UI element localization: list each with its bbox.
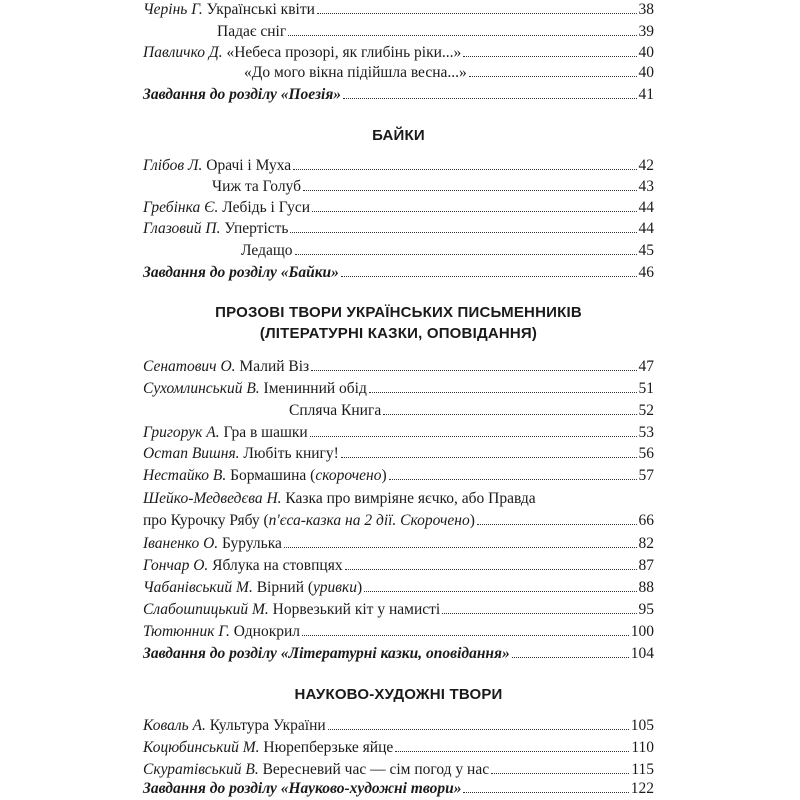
toc-entry	[143, 555, 654, 577]
toc-page-number: 46	[638, 264, 654, 281]
toc-leader-dots	[512, 643, 629, 658]
toc-page-number: 40	[638, 44, 654, 61]
toc-page-number: 88	[638, 579, 654, 596]
toc-page-number: 44	[638, 220, 654, 237]
toc-title: Бормашина (	[230, 467, 316, 484]
toc-page-number: 104	[630, 645, 654, 662]
toc-entry	[143, 42, 654, 64]
toc-entry	[143, 715, 654, 737]
toc-leader-dots	[341, 262, 637, 277]
toc-author: Павличко Д.	[143, 44, 223, 61]
toc-entry	[143, 621, 654, 643]
toc-section-task	[143, 262, 654, 284]
toc-title: Українські квіти	[206, 1, 315, 18]
toc-title: Спляча Книга	[289, 402, 382, 419]
toc-author: Григорук А.	[143, 424, 220, 441]
toc-entry	[143, 510, 654, 532]
toc-page-number: 56	[638, 445, 654, 462]
toc-title: Любіть книгу!	[243, 445, 339, 462]
toc-task-title: Завдання до розділу «Байки»	[143, 264, 339, 281]
toc-page-number: 115	[631, 761, 654, 778]
toc-leader-dots	[290, 218, 636, 233]
toc-leader-dots	[491, 759, 629, 774]
toc-leader-dots	[312, 197, 636, 212]
toc-page-number: 110	[631, 739, 654, 756]
toc-leader-dots	[395, 737, 629, 752]
toc-page-number: 45	[638, 242, 654, 259]
toc-entry	[143, 599, 654, 621]
toc-author: Чабанівський М.	[143, 579, 253, 596]
toc-note: скорочено	[315, 467, 382, 484]
toc-title: Культура України	[209, 717, 326, 734]
toc-title-end: )	[356, 579, 363, 596]
toc-author: Скуратівський В.	[143, 761, 259, 778]
toc-page-number: 38	[638, 1, 654, 18]
toc-entry	[143, 197, 654, 219]
toc-entry	[289, 400, 654, 422]
toc-note: уривки	[313, 579, 357, 596]
toc-author: Сухомлинський В.	[143, 380, 260, 397]
toc-section-task	[143, 643, 654, 665]
toc-entry	[143, 443, 654, 465]
toc-title: про Курочку Рябу (	[143, 512, 269, 529]
toc-title-end: )	[381, 467, 387, 484]
toc-title: Орачі і Муха	[206, 157, 292, 174]
toc-author: Іваненко О.	[143, 535, 219, 552]
toc-leader-dots	[442, 599, 636, 614]
toc-author: Коцюбинський М.	[143, 739, 260, 756]
toc-leader-dots	[345, 555, 637, 570]
toc-section-task	[143, 84, 654, 106]
toc-task-title: Завдання до розділу «Науково-художні твори»	[143, 780, 462, 797]
toc-leader-dots	[364, 577, 636, 592]
toc-page-number: 44	[638, 199, 654, 216]
toc-title-end: )	[469, 512, 475, 529]
toc-section-task	[143, 778, 654, 800]
toc-leader-dots	[303, 176, 637, 191]
toc-title: Гра в шашки	[223, 424, 308, 441]
toc-title: Однокрил	[233, 623, 301, 640]
toc-page-number: 39	[638, 23, 654, 40]
toc-leader-dots	[288, 21, 636, 36]
toc-entry	[143, 356, 654, 378]
toc-leader-dots	[343, 84, 636, 99]
toc-author: Глазовий П.	[143, 220, 221, 237]
toc-title: «До мого вікна підійшла весна...»	[244, 64, 467, 81]
toc-leader-dots	[341, 443, 637, 458]
toc-page-number: 51	[638, 380, 654, 397]
toc-entry-multiline-start	[143, 488, 654, 510]
toc-entry	[143, 577, 654, 599]
toc-leader-dots	[284, 533, 637, 548]
toc-leader-dots	[369, 378, 637, 393]
toc-page-number: 53	[638, 424, 654, 441]
toc-leader-dots	[293, 155, 636, 170]
toc-entry	[241, 240, 654, 262]
toc-page-number: 40	[638, 64, 654, 81]
toc-title: Яблука на стовпцях	[212, 557, 343, 574]
toc-author: Гончар О.	[143, 557, 209, 574]
toc-leader-dots	[477, 510, 637, 525]
toc-page-number: 66	[638, 512, 654, 529]
toc-page-number: 122	[630, 780, 654, 797]
toc-title: Казка про вимріяне яєчко, або Правда	[285, 490, 536, 507]
toc-entry	[143, 0, 654, 21]
toc-leader-dots	[311, 356, 636, 371]
toc-entry	[244, 62, 654, 84]
toc-title: «Небеса прозорі, як глибінь ріки...»	[226, 44, 462, 61]
toc-author: Коваль А.	[143, 717, 206, 734]
toc-title: Вересневий час — сім погод у нас	[262, 761, 490, 778]
toc-leader-dots	[389, 465, 637, 480]
toc-title: Вірний (	[256, 579, 314, 596]
toc-entry	[143, 218, 654, 240]
toc-leader-dots	[463, 778, 628, 793]
toc-page-number: 82	[638, 535, 654, 552]
toc-author: Нестайко В.	[143, 467, 227, 484]
toc-entry	[143, 422, 654, 444]
toc-entry	[217, 21, 654, 43]
toc-page-number: 41	[638, 86, 654, 103]
toc-leader-dots	[295, 240, 637, 255]
toc-entry	[143, 737, 654, 759]
toc-note: п'єса-казка на 2 дії. Скорочено	[268, 512, 470, 529]
toc-leader-dots	[302, 621, 629, 636]
toc-page-number: 52	[638, 402, 654, 419]
toc-title: Лебідь і Гуси	[222, 199, 311, 216]
toc-entry	[143, 378, 654, 400]
toc-page-number: 95	[638, 601, 654, 618]
toc-leader-dots	[317, 0, 637, 14]
section-heading: ПРОЗОВІ ТВОРИ УКРАЇНСЬКИХ ПИСЬМЕННИКІВ	[215, 304, 582, 321]
toc-author: Шейко-Медведєва Н.	[143, 490, 282, 507]
toc-page-number: 105	[630, 717, 654, 734]
toc-title: Норвезький кіт у намисті	[272, 601, 441, 618]
toc-author: Слабошпицький М.	[143, 601, 269, 618]
toc-page-number: 47	[638, 358, 654, 375]
toc-author: Черінь Г.	[143, 1, 203, 18]
toc-title: Ледащо	[241, 242, 293, 259]
toc-leader-dots	[469, 62, 637, 77]
toc-entry	[143, 465, 654, 487]
toc-page-number: 57	[638, 467, 654, 484]
section-heading: НАУКОВО-ХУДОЖНІ ТВОРИ	[294, 686, 503, 703]
toc-leader-dots	[328, 715, 629, 730]
toc-author: Сенатович О.	[143, 358, 236, 375]
toc-title: Упертість	[224, 220, 289, 237]
toc-title: Чиж та Голуб	[212, 178, 301, 195]
toc-title: Бурулька	[222, 535, 282, 552]
toc-page-number: 100	[630, 623, 654, 640]
toc-task-title: Завдання до розділу «Літературні казки, оповідання»	[143, 645, 510, 662]
toc-task-title: Завдання до розділу «Поезія»	[143, 86, 342, 103]
toc-title: Іменинний обід	[263, 380, 367, 397]
toc-leader-dots	[310, 422, 637, 437]
toc-page-number: 42	[638, 157, 654, 174]
toc-entry	[143, 155, 654, 177]
toc-entry	[143, 533, 654, 555]
toc-author: Глібов Л.	[143, 157, 203, 174]
toc-author: Остап Вишня.	[143, 445, 240, 462]
toc-entry	[212, 176, 654, 198]
toc-page-number: 43	[638, 178, 654, 195]
toc-title: Нюрепберзьке яйце	[263, 739, 394, 756]
toc-title: Малий Віз	[239, 358, 310, 375]
toc-leader-dots	[463, 42, 636, 57]
section-heading: БАЙКИ	[372, 127, 425, 144]
toc-author: Гребінка Є.	[143, 199, 219, 216]
toc-page-number: 87	[638, 557, 654, 574]
toc-title: Падає сніг	[217, 23, 287, 40]
toc-author: Тютюнник Г.	[143, 623, 230, 640]
toc-leader-dots	[383, 400, 636, 415]
section-heading-subtitle: (ЛІТЕРАТУРНІ КАЗКИ, ОПОВІДАННЯ)	[259, 325, 538, 342]
